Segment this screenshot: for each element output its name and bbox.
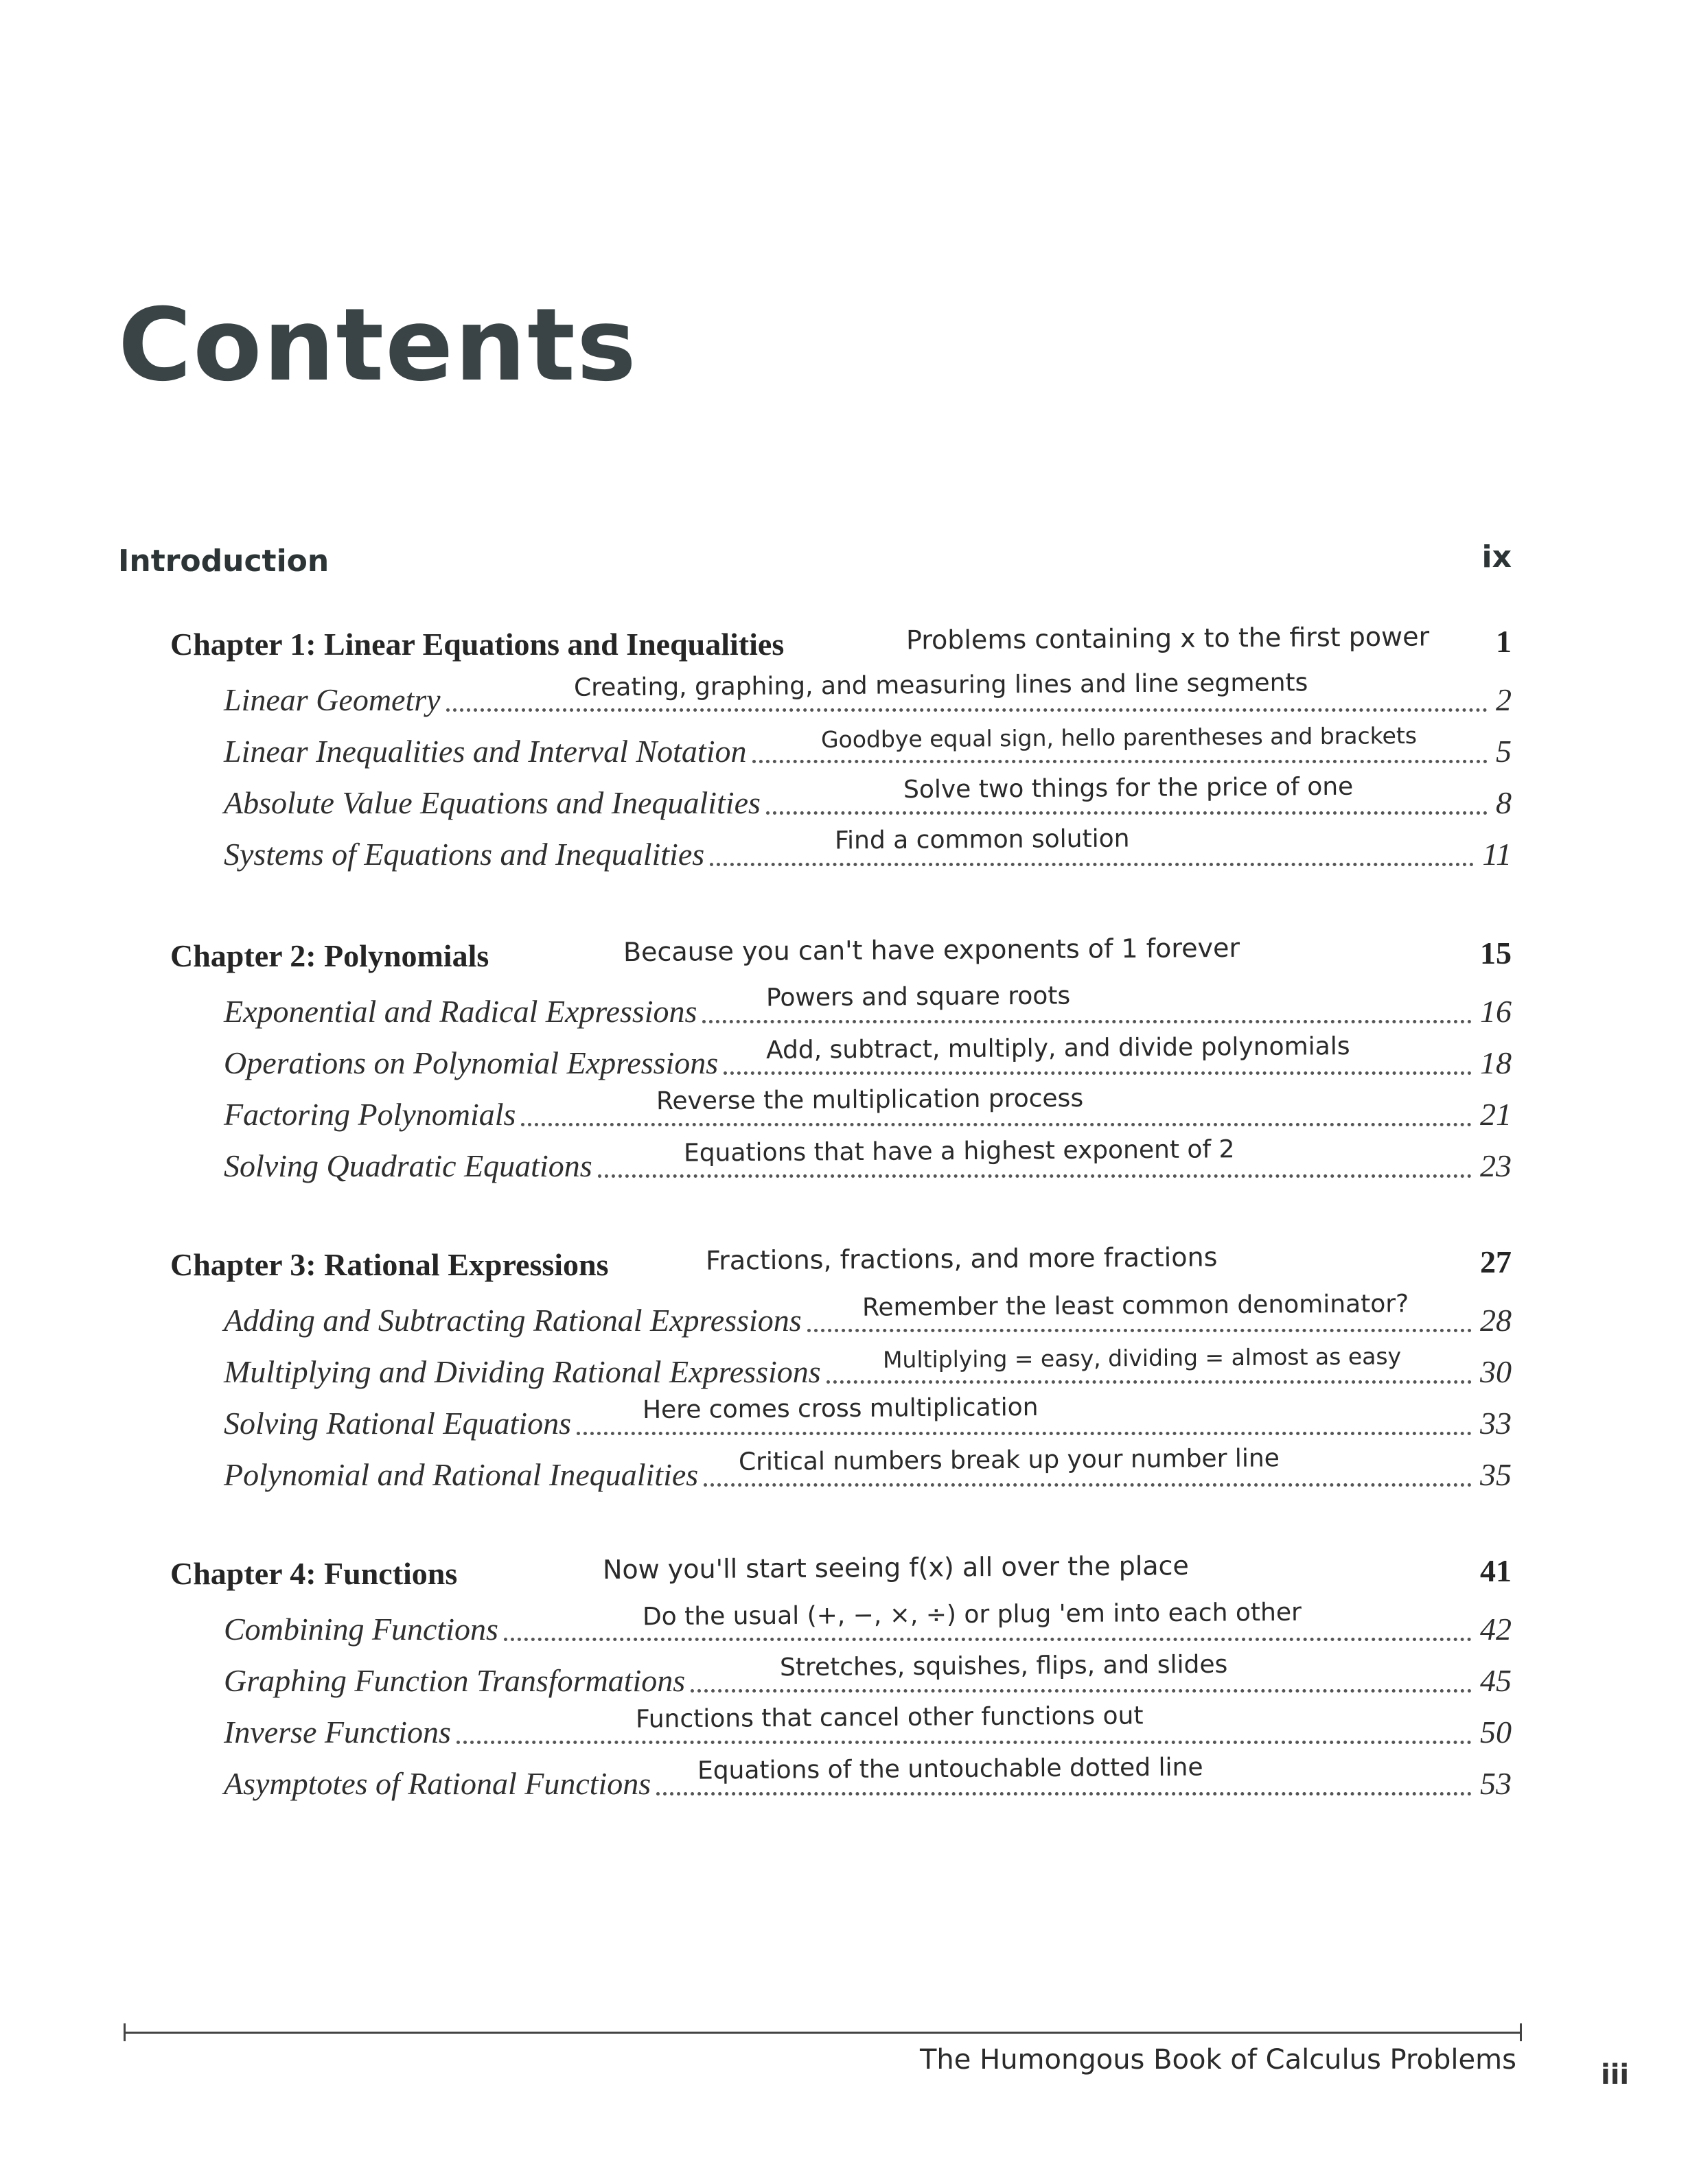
dot-leader (702, 1020, 1472, 1023)
dot-leader (807, 1329, 1472, 1332)
dot-leader (704, 1483, 1472, 1487)
toc-entry[interactable] (224, 1084, 1512, 1140)
dot-leader (827, 1380, 1472, 1384)
entry-page: 50 (1480, 1715, 1512, 1750)
toc-entry[interactable] (224, 981, 1512, 1037)
entry-page: 16 (1480, 994, 1512, 1029)
footer-book-title: The Humongous Book of Calculus Problems (920, 2044, 1516, 2076)
toc-entry[interactable] (224, 1343, 1512, 1397)
entry-page: 2 (1496, 682, 1512, 717)
dot-leader (446, 708, 1488, 712)
chapter-page: 15 (1480, 936, 1512, 971)
entry-note: Functions that cancel other functions out (635, 1701, 1144, 1734)
toc-entry[interactable] (224, 1650, 1512, 1706)
chapter-page: 41 (1480, 1553, 1512, 1588)
entry-title: Multiplying and Dividing Rational Expressions (224, 1354, 821, 1389)
chapter-note: Problems containing x to the first power (905, 621, 1430, 655)
entry-page: 21 (1480, 1097, 1512, 1132)
entry-page: 28 (1480, 1303, 1512, 1338)
entry-note: Stretches, squishes, flips, and slides (779, 1650, 1228, 1682)
entry-note: Add, subtract, multiply, and divide polynomials (765, 1032, 1350, 1065)
toc-entry[interactable] (224, 721, 1512, 777)
dot-leader (521, 1123, 1472, 1126)
entry-note: Creating, graphing, and measuring lines and line segments (573, 669, 1308, 702)
dot-leader (691, 1689, 1472, 1693)
chapter-title: Chapter 1: Linear Equations and Inequalities (170, 627, 785, 662)
entry-title: Polynomial and Rational Inequalities (224, 1457, 699, 1492)
entry-page: 53 (1480, 1766, 1512, 1801)
toc-chapter-3 (170, 1242, 1512, 1500)
entry-note: Do the usual (+, −, ×, ÷) or plug 'em into each other (642, 1598, 1302, 1631)
toc-entry[interactable] (224, 669, 1512, 725)
toc-chapter-4 (170, 1550, 1512, 1809)
entry-page: 33 (1480, 1406, 1512, 1441)
footer-page-number: iii (1601, 2059, 1630, 2091)
entry-note: Equations that have a highest exponent of 2 (683, 1135, 1235, 1167)
toc-entry[interactable] (224, 772, 1512, 828)
entry-title: Solving Rational Equations (224, 1406, 571, 1441)
toc-entry[interactable] (224, 824, 1512, 880)
entry-title: Inverse Functions (224, 1715, 451, 1750)
entry-page: 18 (1480, 1045, 1512, 1080)
entry-title: Adding and Subtracting Rational Expressions (224, 1303, 802, 1338)
dot-leader (598, 1174, 1472, 1178)
toc-chapter-1 (170, 621, 1512, 880)
chapter-heading[interactable] (170, 621, 1512, 674)
introduction-label: Introduction (118, 544, 330, 579)
chapter-page: 27 (1480, 1244, 1512, 1279)
chapter-note: Now you'll start seeing f(x) all over the place (602, 1550, 1190, 1585)
entry-note: Remember the least common denominator? (862, 1290, 1409, 1322)
entry-note: Find a common solution (834, 824, 1130, 855)
entry-title: Combining Functions (224, 1612, 498, 1647)
dot-leader (577, 1432, 1472, 1435)
entry-note: Equations of the untouchable dotted line (697, 1753, 1203, 1785)
chapter-heading[interactable] (170, 932, 1512, 986)
entry-note: Multiplying = easy, dividing = almost as easy (882, 1343, 1402, 1373)
entry-title: Linear Geometry (224, 682, 441, 717)
chapter-note: Because you can't have exponents of 1 forever (623, 932, 1240, 968)
chapter-note: Fractions, fractions, and more fractions (705, 1242, 1218, 1276)
toc-entry[interactable] (224, 1753, 1512, 1809)
chapter-page: 1 (1496, 624, 1512, 659)
toc-entry[interactable] (224, 1135, 1512, 1192)
footer-rule-tick (1520, 2023, 1522, 2041)
dot-leader (766, 811, 1488, 815)
entry-page: 5 (1496, 734, 1512, 769)
chapter-heading[interactable] (170, 1242, 1512, 1294)
entry-title: Exponential and Radical Expressions (224, 994, 697, 1029)
entry-title: Asymptotes of Rational Functions (224, 1766, 651, 1801)
dot-leader (504, 1638, 1472, 1641)
dot-leader (710, 863, 1474, 866)
dot-leader (752, 760, 1488, 763)
introduction-page: ix (1481, 539, 1512, 574)
toc-entry[interactable] (224, 1598, 1512, 1655)
entry-page: 45 (1480, 1663, 1512, 1698)
entry-title: Solving Quadratic Equations (224, 1148, 592, 1183)
page-title: Contents (118, 287, 638, 404)
toc-entry[interactable] (224, 1032, 1512, 1089)
dot-leader (656, 1792, 1472, 1796)
entry-page: 35 (1480, 1457, 1512, 1492)
toc-introduction[interactable] (118, 539, 1512, 585)
chapter-title: Chapter 4: Functions (170, 1556, 458, 1591)
entry-title: Factoring Polynomials (224, 1097, 516, 1132)
chapter-heading[interactable] (170, 1550, 1512, 1603)
footer-rule (124, 2032, 1521, 2034)
entry-title: Systems of Equations and Inequalities (224, 837, 705, 872)
entry-note: Reverse the multiplication process (656, 1084, 1084, 1116)
entry-note: Powers and square roots (765, 981, 1071, 1012)
entry-title: Linear Inequalities and Interval Notation (224, 734, 747, 769)
toc-entry[interactable] (224, 1701, 1512, 1758)
chapter-title: Chapter 3: Rational Expressions (170, 1247, 609, 1282)
chapter-title: Chapter 2: Polynomials (170, 938, 489, 973)
entry-page: 30 (1480, 1354, 1512, 1389)
toc-entry[interactable] (224, 1393, 1512, 1449)
dot-leader (724, 1071, 1472, 1075)
entry-page: 23 (1480, 1148, 1512, 1183)
dot-leader (456, 1741, 1472, 1744)
entry-note: Solve two things for the price of one (903, 772, 1354, 804)
entry-title: Absolute Value Equations and Inequalities (224, 785, 761, 820)
toc-chapter-2 (170, 932, 1512, 1192)
entry-page: 11 (1482, 837, 1512, 872)
entry-title: Operations on Polynomial Expressions (224, 1045, 719, 1080)
entry-note: Goodbye equal sign, hello parentheses and brackets (820, 721, 1418, 754)
entry-page: 42 (1480, 1612, 1512, 1647)
entry-note: Here comes cross multiplication (642, 1393, 1039, 1425)
entry-title: Graphing Function Transformations (224, 1663, 686, 1698)
toc-entry[interactable] (224, 1290, 1512, 1346)
entry-page: 8 (1496, 785, 1512, 820)
entry-note: Critical numbers break up your number line (738, 1444, 1280, 1476)
toc-entry[interactable] (224, 1444, 1512, 1500)
